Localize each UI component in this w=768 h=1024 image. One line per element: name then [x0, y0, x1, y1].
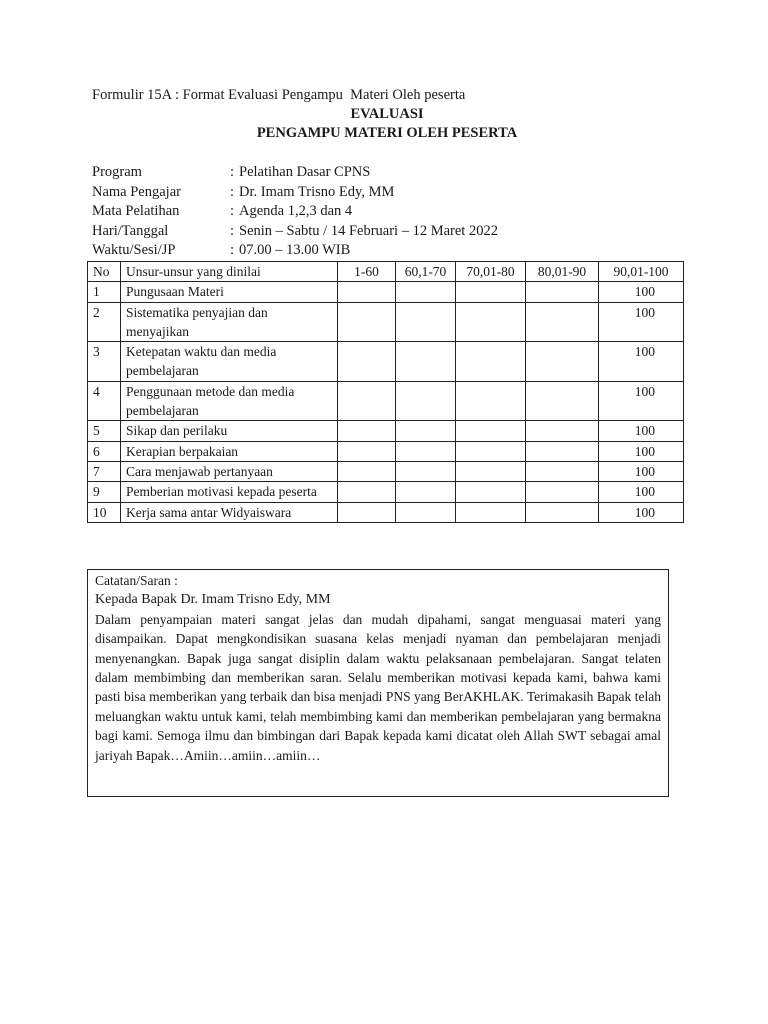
- info-value: Dr. Imam Trisno Edy, MM: [239, 183, 395, 200]
- row-score: 100: [599, 441, 684, 461]
- table-row: [88, 441, 684, 461]
- info-colon: :: [230, 164, 235, 180]
- title-evaluasi: EVALUASI: [350, 106, 424, 122]
- row-no: 4: [88, 381, 121, 421]
- row-no: 7: [88, 461, 121, 481]
- header-range: 1-60: [338, 262, 396, 282]
- row-item: Sikap dan perilaku: [121, 421, 338, 441]
- header-range: 70,01-80: [456, 262, 526, 282]
- header-range: 60,1-70: [396, 262, 456, 282]
- header-item: Unsur-unsur yang dinilai: [121, 262, 338, 282]
- info-label: Mata Pelatihan: [92, 203, 180, 219]
- row-no: 2: [88, 302, 121, 342]
- row-no: 5: [88, 421, 121, 441]
- document-header: [92, 86, 682, 143]
- row-item: Pemberian motivasi kepada peserta: [121, 482, 338, 502]
- row-no: 1: [88, 282, 121, 302]
- table-row: [88, 502, 684, 522]
- table-row: [88, 342, 684, 382]
- table-row: [88, 381, 684, 421]
- header-range: 90,01-100: [599, 262, 684, 282]
- row-no: 10: [88, 502, 121, 522]
- row-no: 6: [88, 441, 121, 461]
- row-item: Kerapian berpakaian: [121, 441, 338, 461]
- header-range: 80,01-90: [526, 262, 599, 282]
- row-no: 3: [88, 342, 121, 382]
- table-row: [88, 302, 684, 342]
- info-label: Nama Pengajar: [92, 183, 181, 200]
- row-score: 100: [599, 421, 684, 441]
- table-row: [88, 461, 684, 481]
- info-value: Senin – Sabtu / 14 Februari – 12 Maret 2022: [239, 222, 498, 239]
- row-item: Penggunaan metode dan media pembelajaran: [121, 381, 338, 421]
- info-block: [92, 163, 498, 261]
- row-score: 100: [599, 342, 684, 382]
- row-score: 100: [599, 282, 684, 302]
- info-row-waktu: [92, 241, 498, 261]
- row-score: 100: [599, 482, 684, 502]
- info-label: Hari/Tanggal: [92, 222, 169, 239]
- table-row: [88, 421, 684, 441]
- table-header-row: [88, 262, 684, 282]
- notes-recipient: Kepada Bapak Dr. Imam Trisno Edy, MM: [95, 592, 331, 608]
- info-value: Agenda 1,2,3 dan 4: [239, 203, 353, 219]
- table-row: [88, 482, 684, 502]
- info-label: Program: [92, 164, 142, 180]
- info-colon: :: [230, 242, 235, 258]
- info-label: Waktu/Sesi/JP: [92, 242, 176, 258]
- evaluation-table: [87, 261, 684, 523]
- row-item: Pungusaan Materi: [121, 282, 338, 302]
- info-value: Pelatihan Dasar CPNS: [239, 164, 371, 180]
- info-value: 07.00 – 13.00 WIB: [239, 242, 351, 258]
- row-score: 100: [599, 461, 684, 481]
- header-no: No: [88, 262, 121, 282]
- notes-body: Dalam penyampaian materi sangat jelas dan mudah dipahami, sangat menguasai materi yang disampaikan. Dapat mengkondisikan suasana kelas menjadi nyaman dan pembelajaran menjadi menyenangkan. Bapak juga sangat disiplin dalam waktu pelaksanaan pembelajaran. Sangat telaten dalam membimbing dan memberikan saran. Selalu memberikan motivasi kepada kami, bahwa kami pasti bisa memberikan yang terbaik dan bisa menjadi PNS yang BerAKHLAK. Terimakasih Bapak telah meluangkan waktu untuk kami, telah membimbing kami dan memberikan pembelajaran yang bermakna bagi kami. Semoga ilmu dan bimbingan dari Bapak kepada kami dicatat oleh Allah SWT sebagai amal jariyah Bapak…Amiin…amiin…amiin…: [95, 611, 661, 763]
- row-item: Sistematika penyajian dan menyajikan: [121, 302, 338, 342]
- title-pengampu: PENGAMPU MATERI OLEH PESERTA: [256, 125, 518, 141]
- row-no: 9: [88, 482, 121, 502]
- row-item: Cara menjawab pertanyaan: [121, 461, 338, 481]
- info-row-pengajar: [92, 183, 498, 203]
- info-row-program: [92, 163, 498, 183]
- row-score: 100: [599, 381, 684, 421]
- info-row-tanggal: [92, 222, 498, 242]
- info-colon: :: [230, 183, 235, 200]
- info-row-mata-pelatihan: [92, 202, 498, 222]
- row-score: 100: [599, 302, 684, 342]
- row-item: Kerja sama antar Widyaiswara: [121, 502, 338, 522]
- row-score: 100: [599, 502, 684, 522]
- notes-label: Catatan/Saran :: [95, 573, 178, 588]
- info-colon: :: [230, 203, 235, 219]
- form-id: Formulir 15A : Format Evaluasi Pengampu Materi Oleh peserta: [92, 87, 466, 103]
- notes-box: [87, 569, 669, 797]
- row-item: Ketepatan waktu dan media pembelajaran: [121, 342, 338, 382]
- info-colon: :: [230, 222, 235, 239]
- table-row: [88, 282, 684, 302]
